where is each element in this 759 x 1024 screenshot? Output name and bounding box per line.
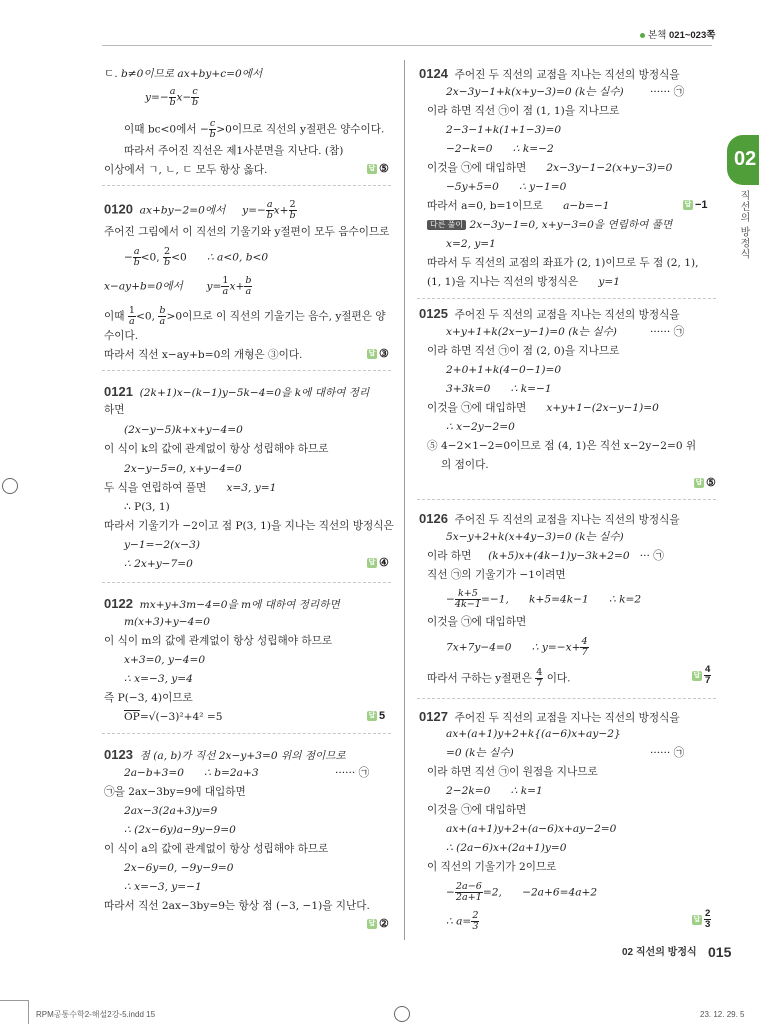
answer-0121: 답 ④ (368, 557, 389, 569)
divider (102, 370, 391, 371)
answer-icon: 답 (368, 559, 376, 567)
p0123-l2: 2a−b+3=0 ∴ b=2a+3 (124, 767, 259, 779)
p0123-l4: 2ax−3(2a+3)y=9 (124, 805, 218, 817)
chapter-tab-title: 직선의 방정식 (738, 190, 749, 260)
footer-file: RPM공통수학2-해설2강-5.indd 15 (36, 1010, 156, 1019)
problem-0122-head: 0122 mx+y+3m−4=0을 m에 대하여 정리하면 (104, 596, 340, 611)
p0126-l4: 직선 ㉠의 기울기가 −1이려면 (427, 569, 566, 581)
p0125-l8: ⑤ 4−2×1−2=0이므로 점 (4, 1)은 직선 x−2y−2=0 위 (427, 440, 697, 452)
p0121-l5: 2x−y−5=0, x+y−4=0 (124, 463, 242, 475)
p0125-l7: ∴ x−2y−2=0 (446, 421, 515, 433)
p0126-l7: 7x+7y−4=0 ∴ y=−x+ $\frac{4}{7}$ (446, 636, 588, 659)
p0124-l8: 따라서 a=0, b=1이므로 a−b=−1 (427, 200, 610, 212)
answer-icon: 답 (368, 920, 376, 928)
problem-0127-head: 0127 주어진 두 직선의 교점을 지나는 직선의 방정식을 (419, 709, 680, 724)
p0125-l2: x+y+1+k(2x−y−1)=0 (k는 실수) (446, 326, 617, 338)
p0122-l7: $\overline{OP}=√(-3)^2+4^2 =5$ (124, 711, 223, 723)
p0127-l7: ax+(a+1)y+2+(a−6)x+ay−2=0 (446, 823, 617, 835)
column-divider (404, 60, 405, 940)
p0126-l5: − $\frac{k+5}{4k-1}$ =−1, k+5=4k−1 ∴ k=2 (446, 588, 642, 611)
chapter-tab (727, 135, 759, 185)
p0120-l4: x−ay+b=0에서 y= $\frac{1}{a}$ x+ $\frac{b}{a}$ (104, 275, 252, 298)
p0124-l11: 따라서 두 직선의 교점의 좌표가 (2, 1)이므로 두 점 (2, 1), (427, 257, 699, 269)
p0126-l8: 따라서 구하는 y절편은 $\frac{4}{7}$ 이다. (427, 667, 571, 690)
p0123-l7: 2x−6y=0, −9y−9=0 (124, 862, 234, 874)
p0120-l3: − $\frac{a}{b}$ <0, $\frac{2}{b}$ <0 ∴ a<0, b<0 (124, 246, 269, 269)
answer-icon: 답 (693, 671, 701, 679)
p0124-l4: 2−3−1+k(1+1−3)=0 (446, 124, 562, 136)
p0125-l5: 3+3k=0 ∴ k=−1 (446, 383, 552, 395)
bullet-dot-icon (640, 33, 645, 38)
problem-0124-head: 0124 주어진 두 직선의 교점을 지나는 직선의 방정식을 (419, 66, 680, 81)
p0124-l9: 다른 풀이 2x−3y−1=0, x+y−3=0을 연립하여 풀면 (427, 220, 672, 231)
p0123-l9: 따라서 직선 2ax−3by=9는 항상 점 (−3, −1)을 지난다. (104, 900, 370, 912)
p0124-l10: x=2, y=1 (446, 238, 496, 250)
p0127-l4: 이라 하면 직선 ㉠이 원점을 지나므로 (427, 766, 598, 778)
p0121-l9: y−1=−2(x−3) (124, 539, 200, 551)
problem-0125-head: 0125 주어진 두 직선의 교점을 지나는 직선의 방정식을 (419, 306, 680, 321)
p0123-l6: 이 식이 a의 값에 관계없이 항상 성립해야 하므로 (104, 843, 329, 855)
p0126-l3: 이라 하면 (k+5)x+(4k−1)y−3k+2=0 ··· ㉠ (427, 550, 664, 562)
divider (102, 582, 391, 583)
p0122-l5: ∴ x=−3, y=4 (124, 673, 193, 685)
p0121-l3: (2x−y−5)k+x+y−4=0 (124, 424, 243, 436)
answer-0123: 답 ② (368, 918, 389, 930)
p0121-l7: ∴ P(3, 1) (124, 501, 170, 513)
p0121-l8: 따라서 기울기가 −2이고 점 P(3, 1)을 지나는 직선의 방정식은 (104, 520, 394, 532)
answer-0126: 답 $\frac{4}{7}$ (693, 664, 711, 687)
answer-icon: 답 (695, 479, 703, 487)
divider (417, 298, 716, 299)
divider (102, 733, 391, 734)
answer-0124: 답 −1 (684, 199, 708, 211)
p0122-l4: x+3=0, y−4=0 (124, 654, 206, 666)
answer-0125: 답 ⑤ (695, 477, 716, 489)
p0125-l3: 이라 하면 직선 ㉠이 점 (2, 0)을 지나므로 (427, 345, 620, 357)
answer-icon: 답 (684, 201, 692, 209)
p0127-l3b: ······ ㉠ (650, 747, 685, 759)
c-line-2: y=− $\frac{a}{b}$ x− $\frac{c}{b}$ (145, 86, 199, 109)
crop-mark (28, 1000, 29, 1024)
p0122-l6: 즉 P(−3, 4)이므로 (104, 692, 193, 704)
p0122-l3: 이 식이 m의 값에 관계없이 항상 성립해야 하므로 (104, 635, 333, 647)
chapter-tab-number: 02 (734, 148, 757, 170)
p0124-l2: 2x−3y−1+k(x+y−3)=0 (k는 실수) (446, 86, 624, 98)
p0125-l2b: ······ ㉠ (650, 326, 685, 338)
p0120-l7: 따라서 직선 x−ay+b=0의 개형은 ③이다. (104, 349, 303, 361)
p0123-l5: ∴ (2x−6y)a−9y−9=0 (124, 824, 236, 836)
answer-icon: 답 (368, 165, 376, 173)
registration-mark-icon (2, 478, 18, 494)
problem-0123-head: 0123 점 (a, b)가 직선 2x−y+3=0 위의 점이므로 (104, 747, 346, 762)
p0127-l10: − $\frac{2a-6}{2a+1}$ =2, −2a+6=4a+2 (446, 881, 598, 904)
p0123-l3: ㉠을 2ax−3by=9에 대입하면 (104, 786, 246, 798)
p0127-l6: 이것을 ㉠에 대입하면 (427, 804, 527, 816)
p0123-l2c: ······ ㉠ (335, 767, 370, 779)
p0120-l6: 수이다. (104, 330, 139, 342)
answer-0120: 답 ③ (368, 348, 389, 360)
answer-0122: 답 5 (368, 710, 386, 722)
header-rule (102, 45, 712, 46)
p0125-l6: 이것을 ㉠에 대입하면 x+y+1−(2x−y−1)=0 (427, 402, 659, 414)
footer-page-number: 015 (708, 944, 732, 960)
answer-icon: 답 (368, 712, 376, 720)
p0124-l7: −5y+5=0 ∴ y−1=0 (446, 181, 567, 193)
crop-mark (0, 1000, 28, 1001)
p0121-l6: 두 식을 연립하여 풀면 x=3, y=1 (104, 482, 277, 494)
registration-mark-icon (394, 1006, 410, 1022)
p0127-l11: ∴ a= $\frac{2}{3}$ (446, 910, 479, 933)
p0126-l2: 5x−y+2+k(x+4y−3)=0 (k는 실수) (446, 531, 624, 543)
p0124-l6: 이것을 ㉠에 대입하면 2x−3y−1−2(x+y−3)=0 (427, 162, 673, 174)
p0126-l6: 이것을 ㉠에 대입하면 (427, 616, 527, 628)
answer-c: 답 ⑤ (368, 163, 389, 175)
problem-0126-head: 0126 주어진 두 직선의 교점을 지나는 직선의 방정식을 (419, 511, 680, 526)
p0124-l5: −2−k=0 ∴ k=−2 (446, 143, 554, 155)
alt-solution-tag: 다른 풀이 (427, 220, 466, 230)
p0120-l5: 이때 $\frac{1}{a}$ <0, $\frac{b}{a}$ >0이므로 이 직선의 기울기는 음수, y절편은 양 (104, 305, 386, 328)
p0121-l4: 이 식이 k의 값에 관계없이 항상 성립해야 하므로 (104, 443, 329, 455)
c-line-5: 이상에서 ㄱ, ㄴ, ㄷ 모두 항상 옳다. (104, 164, 268, 176)
answer-icon: 답 (368, 350, 376, 358)
p0121-l10: ∴ 2x+y−7=0 (124, 558, 193, 570)
c-line-1: ㄷ. b≠0이므로 ax+by+c=0에서 (104, 68, 263, 80)
p0124-l3: 이라 하면 직선 ㉠이 점 (1, 1)을 지나므로 (427, 105, 620, 117)
divider (102, 185, 391, 186)
c-line-3: 이때 bc<0에서 − $\frac{c}{b}$ >0이므로 직선의 y절편은 양수이다. (124, 118, 385, 141)
c-line-4: 따라서 주어진 직선은 제1사분면을 지난다. (참) (124, 145, 344, 157)
p0127-l5: 2−2k=0 ∴ k=1 (446, 785, 543, 797)
p0125-l4: 2+0+1+k(4−0−1)=0 (446, 364, 562, 376)
p0123-l8: ∴ x=−3, y=−1 (124, 881, 202, 893)
footer-date: 23. 12. 29. 5 (700, 1010, 745, 1019)
problem-0121-head: 0121 (2k+1)x−(k−1)y−5k−4=0을 k에 대하여 정리 (104, 384, 370, 399)
p0120-l2: 주어진 그림에서 이 직선의 기울기와 y절편이 모두 음수이므로 (104, 226, 390, 238)
header-source: 본책 021~023쪽 (640, 31, 715, 41)
p0121-l2: 하면 (104, 404, 125, 416)
p0127-l3: =0 (k는 실수) (446, 747, 514, 759)
p0124-l12: (1, 1)을 지나는 직선의 방정식은 y=1 (427, 276, 620, 288)
footer-chapter: 02 직선의 방정식 (622, 947, 697, 958)
answer-0127: 답 $\frac{2}{3}$ (693, 908, 711, 931)
p0127-l8: ∴ (2a−6)x+(2a+1)y=0 (446, 842, 567, 854)
p0127-l9: 이 직선의 기울기가 2이므로 (427, 861, 557, 873)
answer-icon: 답 (693, 915, 701, 923)
p0127-l2: ax+(a+1)y+2+k{(a−6)x+ay−2} (446, 728, 621, 740)
p0124-l2b: ······ ㉠ (650, 86, 685, 98)
divider (417, 698, 716, 699)
p0125-l9: 의 점이다. (441, 459, 489, 471)
problem-0120-head: 0120 ax+by−2=0에서 y=− $\frac{a}{b}$ x+ $\frac{2}{b}$ (104, 199, 296, 222)
divider (417, 499, 716, 500)
p0122-l2: m(x+3)+y−4=0 (124, 616, 210, 628)
